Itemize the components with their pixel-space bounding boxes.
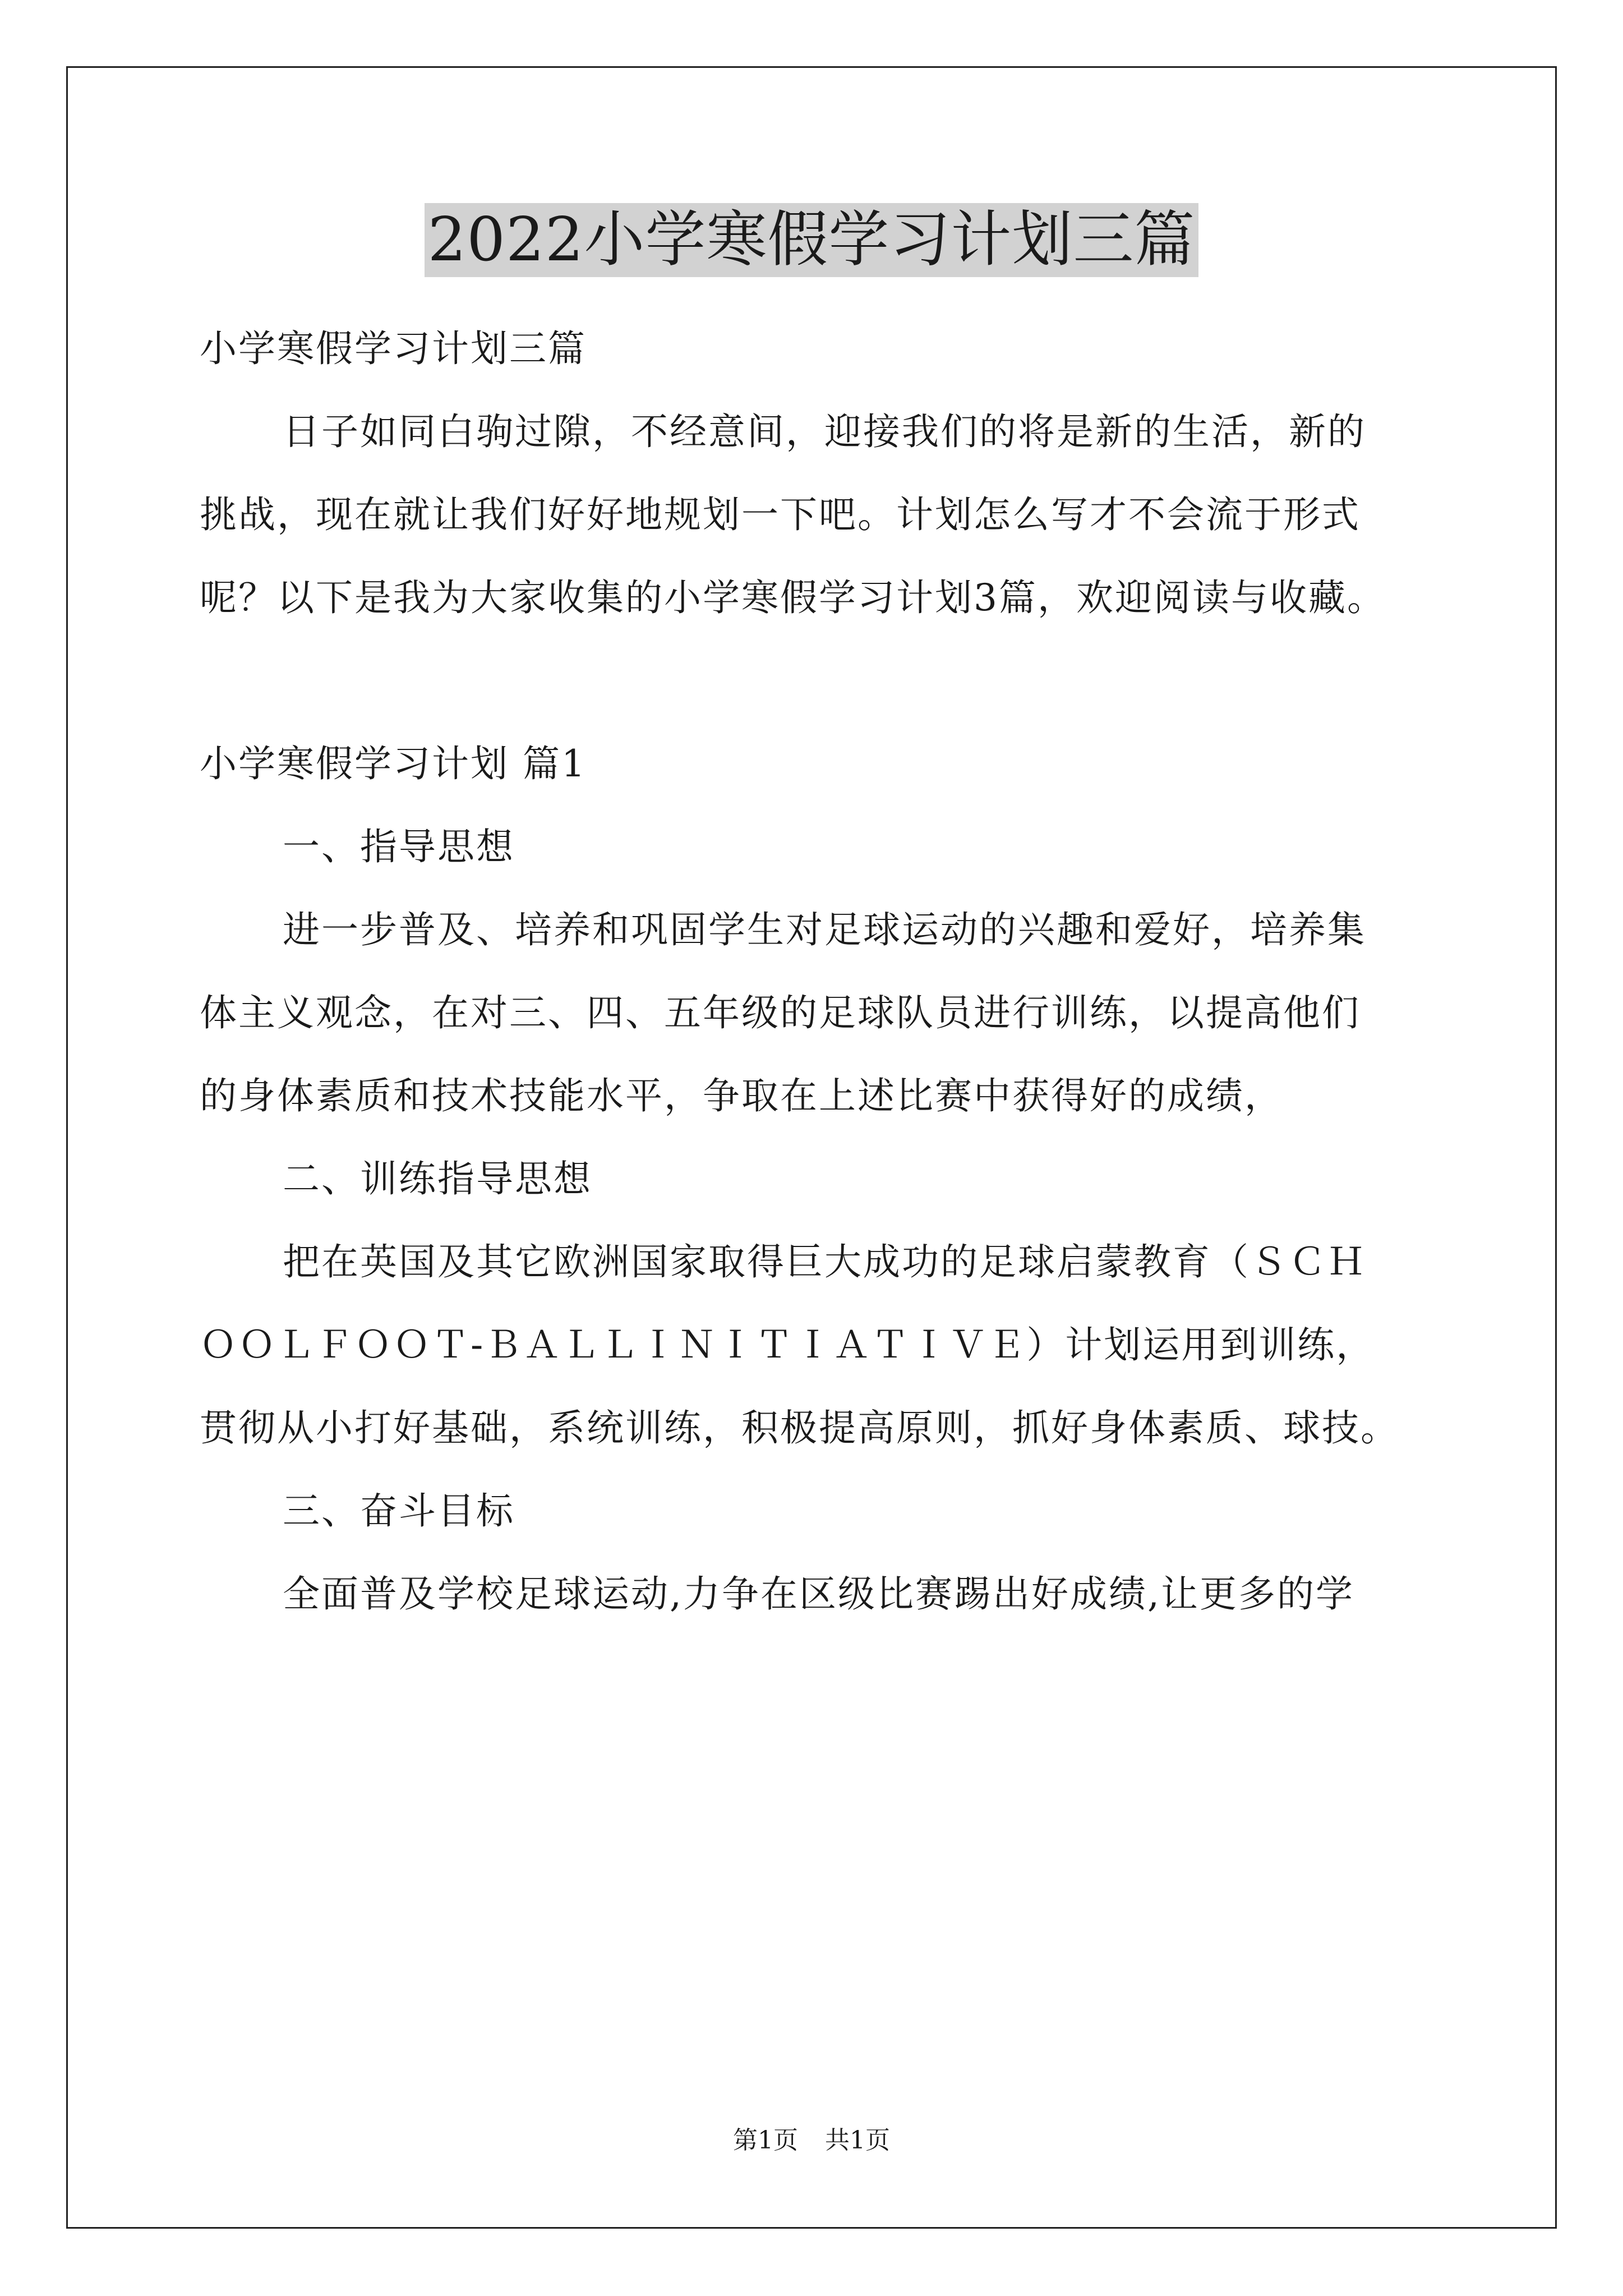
- intro-line-2: 挑战，现在就让我们好好地规划一下吧。计划怎么写才不会流于形式: [200, 493, 1361, 536]
- title-block: [0, 203, 1623, 277]
- page-total: 共1页: [825, 2126, 890, 2155]
- page-footer: [0, 2124, 1623, 2157]
- paragraph-2-line-2: ＯＯＬＦＯＯＴ-ＢＡＬＬＩＮＩＴＩＡＴＩＶＥ）计划运用到训练，: [200, 1323, 1375, 1366]
- paragraph-1-line-1: 进一步普及、培养和巩固学生对足球运动的兴趣和爱好，培养集: [283, 908, 1366, 951]
- paragraph-2-line-3: 贯彻从小打好基础，系统训练，积极提高原则，抓好身体素质、球技。: [200, 1406, 1399, 1450]
- paragraph-3-line-1: 全面普及学校足球运动,力争在区级比赛踢出好成绩,让更多的学: [283, 1572, 1354, 1616]
- document-body: [200, 307, 1433, 1636]
- page-number: 第1页: [733, 2126, 798, 2155]
- paragraph-1-line-2: 体主义观念，在对三、四、五年级的足球队员进行训练，以提高他们: [200, 991, 1361, 1034]
- paragraph-2-line-1: 把在英国及其它欧洲国家取得巨大成功的足球启蒙教育（ＳＣＨ: [283, 1240, 1366, 1283]
- spacer: [200, 639, 1433, 723]
- subtitle: 小学寒假学习计划三篇: [200, 327, 587, 370]
- paragraph-1-line-3: 的身体素质和技术技能水平，争取在上述比赛中获得好的成绩，: [200, 1074, 1283, 1117]
- intro-line-1: 日子如同白驹过隙，不经意间，迎接我们的将是新的生活，新的: [283, 410, 1366, 453]
- heading-guiding-idea: 一、指导思想: [283, 825, 515, 868]
- section-heading: 小学寒假学习计划 篇1: [200, 742, 587, 785]
- document-title: 2022小学寒假学习计划三篇: [425, 203, 1199, 277]
- heading-training-idea: 二、训练指导思想: [283, 1157, 592, 1200]
- heading-goals: 三、奋斗目标: [283, 1489, 515, 1533]
- intro-line-3: 呢？以下是我为大家收集的小学寒假学习计划3篇，欢迎阅读与收藏。: [200, 576, 1386, 619]
